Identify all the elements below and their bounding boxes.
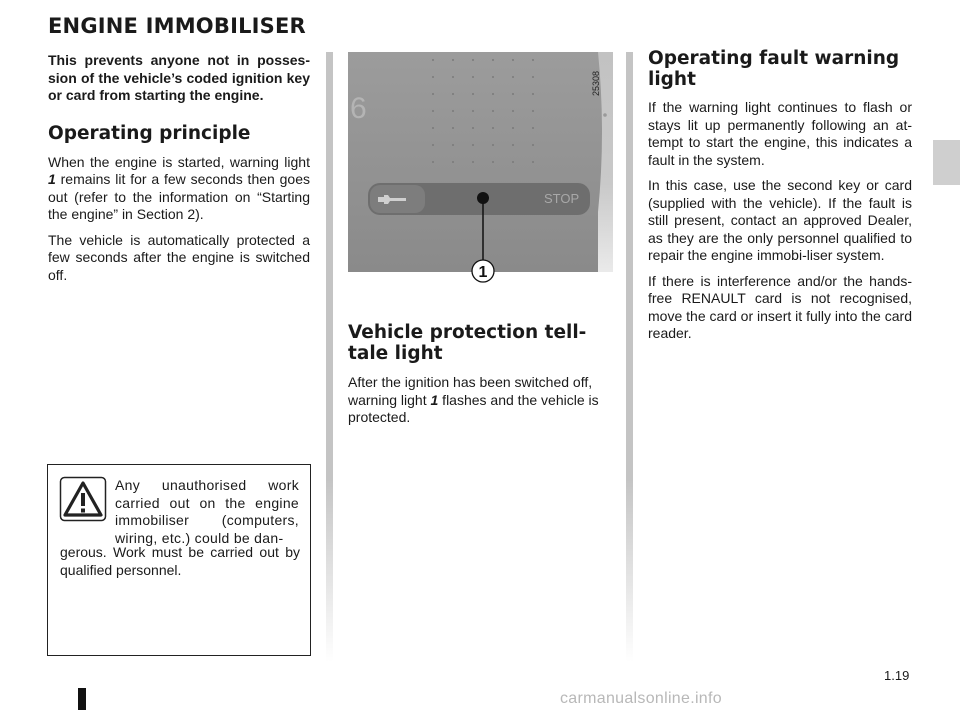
- figure-code: 25308: [591, 70, 601, 96]
- intro-text: This prevents anyone not in posses-sion of the vehicle’s coded ignition key or card from starting the engine.: [48, 52, 310, 103]
- tell-tale-para: [348, 374, 613, 427]
- fault-light-heading: Operating fault warning light: [648, 48, 900, 90]
- callout-number: 1: [478, 264, 488, 281]
- warning-triangle-icon: [60, 477, 106, 521]
- tell-tale-text-a: After the ignition has been switched off, warning light: [348, 374, 593, 408]
- gauge-digit: 6: [350, 92, 367, 125]
- tell-tale-text-b: flashes and the vehicle is protected.: [348, 391, 599, 425]
- column-divider-right: [626, 52, 633, 662]
- watermark: carmanualsonline.info: [560, 690, 722, 707]
- dashboard-panel: [348, 52, 602, 272]
- column-left: [48, 52, 310, 292]
- operating-principle-para1: [48, 154, 310, 224]
- dashboard-figure: [348, 52, 613, 281]
- fault-light-para1: If the warning light continues to flash or stays lit up permanently following an at-tempt to start the engine, this indicates a fault in the system.: [648, 99, 912, 168]
- page-number: 1.19: [884, 668, 910, 683]
- operating-principle-heading: Operating principle: [48, 122, 251, 144]
- stop-label: STOP: [544, 191, 580, 206]
- operating-principle-para2: The vehicle is automatically protected a few seconds after the engine is switched off.: [48, 231, 310, 283]
- tell-tale-ref-1: 1: [430, 391, 439, 408]
- warning-text-full: gerous. Work must be carried out by qualified personnel.: [60, 544, 300, 578]
- tell-tale-heading: Vehicle protection tell-tale light: [348, 322, 587, 364]
- figure-dot: [603, 113, 607, 117]
- page-title: ENGINE IMMOBILISER: [48, 14, 306, 38]
- fault-light-para2: In this case, use the second key or card (supplied with the vehicle). If the fault is still present, contact an approved Dealer, as they are the only personnel qualified to repair the engine immobi-liser system.: [648, 177, 912, 263]
- column-divider-left: [326, 52, 333, 662]
- fault-light-para3: If there is interference and/or the hands-free RENAULT card is not recognised, move the card or insert it fully into the card reader.: [648, 272, 912, 341]
- section-tab: [933, 140, 960, 185]
- para1-ref-1: 1: [48, 171, 56, 187]
- para1-text-a: When the engine is started, warning light: [48, 153, 310, 170]
- bottom-marker: [78, 688, 86, 710]
- para1-text-b: remains lit for a few seconds then goes out (refer to the information on “Starting the engine” in Section 2).: [48, 171, 310, 222]
- column-middle: [348, 322, 613, 435]
- column-right: [648, 48, 912, 351]
- warning-text-indent: Any unauthorised work carried out on the engine immobiliser (computers, wiring, etc.) could be dan-: [115, 477, 299, 546]
- warning-box: [47, 464, 311, 656]
- warning-light-1: [477, 192, 489, 204]
